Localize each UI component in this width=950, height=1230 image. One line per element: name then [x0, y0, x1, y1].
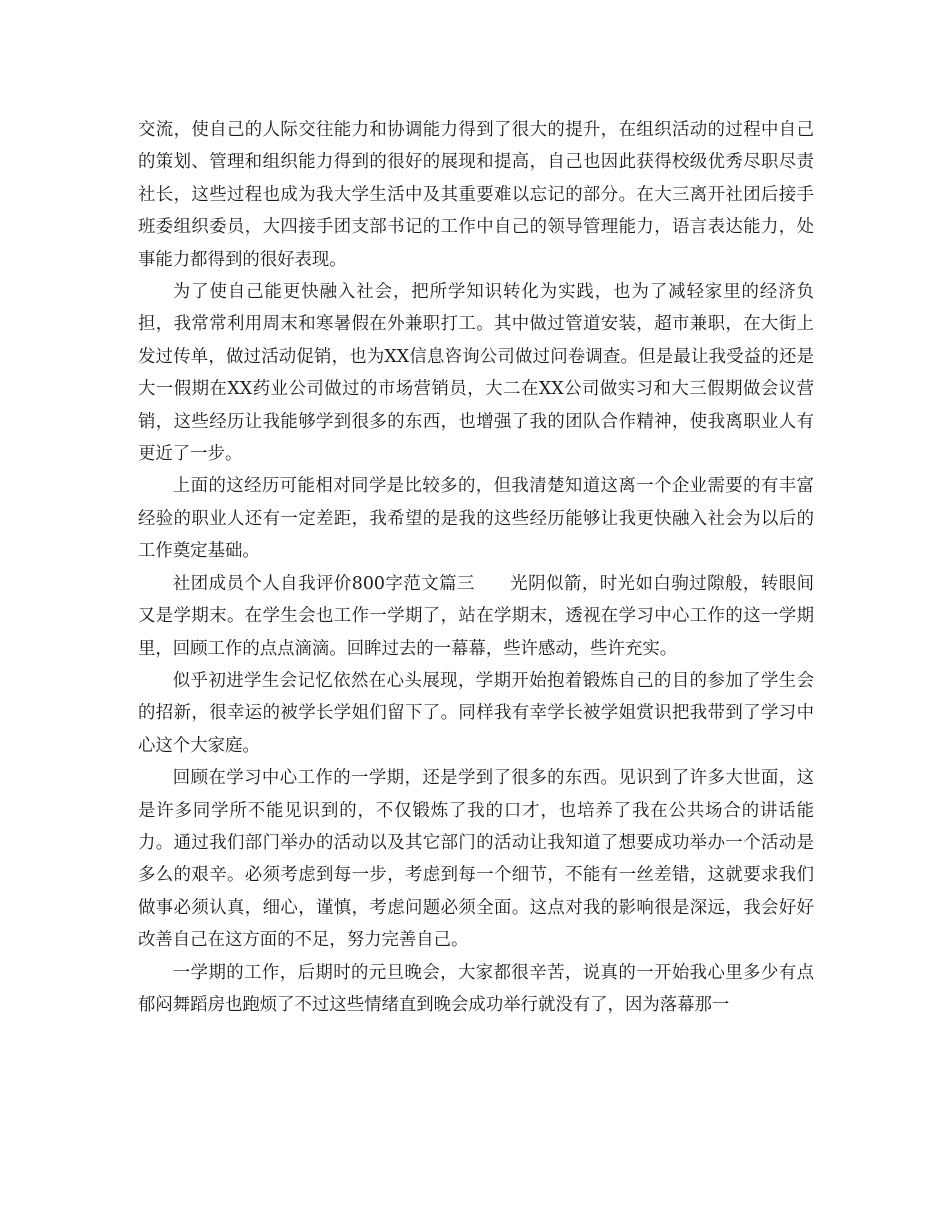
paragraph-part-time-work: 为了使自己能更快融入社会，把所学知识转化为实践，也为了减轻家里的经济负担，我常常利用周末和寒暑假在外兼职打工。其中做过管道安装，超市兼职，在大街上发过传单，做过活动促销，也为XX信息咨询公司做过问卷调查。但是最让我受益的还是大一假期在XX药业公司做过的市场营销员，大二在XX公司做实习和大三假期做会议营销，这些经历让我能够学到很多的东西，也增强了我的团队合作精神，使我离职业人有更近了一步。 [138, 282, 814, 465]
paragraph-joining-union: 似乎初进学生会记忆依然在心头展现，学期开始抱着锻炼自己的目的参加了学生会的招新，很幸运的被学长学姐们留下了。同样我有幸学长被学姐赏识把我带到了学习中心这个大家庭。 [138, 670, 814, 756]
document-page [138, 114, 814, 1021]
paragraph-continuation: 交流，使自己的人际交往能力和协调能力得到了很大的提升，在组织活动的过程中自己的策划、管理和组织能力得到的很好的展现和提高，自己也因此获得校级优秀尽职尽责社长，这些过程也成为我大学生活中及其重要难以忘记的部分。在大三离开社团后接手班委组织委员，大四接手团支部书记的工作中自己的领导管理能力，语言表达能力，处事能力都得到的很好表现。 [138, 120, 814, 270]
paragraph-experience-summary: 上面的这经历可能相对同学是比较多的，但我清楚知道这离一个企业需要的有丰富经验的职业人还有一定差距，我希望的是我的这些经历能够让我更快融入社会为以后的工作奠定基础。 [138, 476, 814, 562]
paragraph-semester-review: 回顾在学习中心工作的一学期，还是学到了很多的东西。见识到了许多大世面，这是许多同学所不能见识到的，不仅锻炼了我的口才，也培养了我在公共场合的讲话能力。通过我们部门举办的活动以及其它部门的活动让我知道了想要成功举办一个活动是多么的艰辛。必须考虑到每一步，考虑到每一个细节，不能有一丝差错，这就要求我们做事必须认真，细心，谨慎，考虑问题必须全面。这点对我的影响很是深远，我会好好改善自己在这方面的不足，努力完善自己。 [138, 768, 814, 951]
essay-three-text: 光阴似箭，时光如白驹过隙般，转眼间又是学期末。在学生会也工作一学期了，站在学期末，透视在学习中心工作的这一学期里，回顾工作的点点滴滴。回眸过去的一幕幕，些许感动，些许充实。 [138, 573, 814, 659]
paragraph-essay-three [138, 568, 814, 665]
essay-heading: 社团成员个人自我评价800字范文篇三 [172, 573, 475, 594]
paragraph-new-year-gala: 一学期的工作，后期时的元旦晚会，大家都很辛苦，说真的一开始我心里多少有点郁闷舞蹈房也跑烦了不过这些情绪直到晚会成功举行就没有了，因为落幕那一 [138, 962, 814, 1015]
